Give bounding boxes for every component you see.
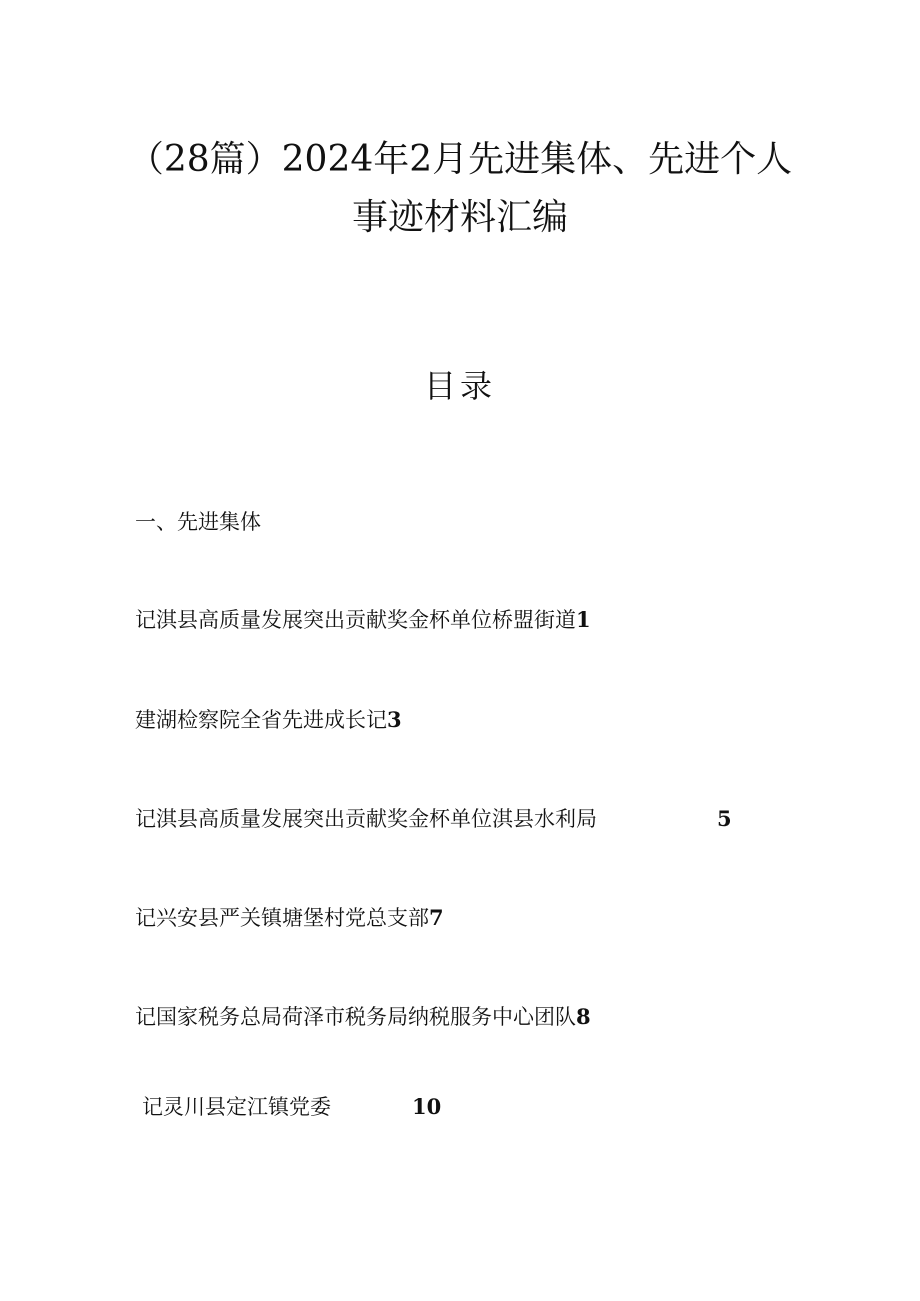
toc-entry-page: 1 (576, 607, 591, 632)
toc-entry-page: 10 (412, 1094, 442, 1119)
toc-entry-title: 建湖检察院全省先进成长记 (135, 708, 387, 732)
toc-entry-title: 记兴安县严关镇塘堡村党总支部 (135, 906, 429, 930)
toc-entry[interactable] (135, 606, 591, 634)
document-title-line-2: 事迹材料汇编 (351, 197, 568, 238)
section-heading: 一、先进集体 (135, 510, 261, 534)
toc-entry-title: 记淇县高质量发展突出贡献奖金杯单位桥盟街道 (135, 608, 576, 632)
toc-entry-title: 记淇县高质量发展突出贡献奖金杯单位淇县水利局 (135, 807, 597, 831)
toc-entry-page: 7 (429, 905, 444, 930)
toc-entry[interactable] (135, 1003, 591, 1031)
toc-entry[interactable] (135, 904, 444, 932)
toc-entry[interactable] (142, 1093, 331, 1121)
toc-entry-page: 3 (387, 707, 402, 732)
toc-entry-page: 8 (576, 1004, 591, 1029)
toc-entry[interactable] (135, 805, 597, 833)
toc-entry-page: 5 (717, 806, 732, 831)
toc-heading: 目录 (423, 367, 496, 405)
toc-entry-title: 记灵川县定江镇党委 (142, 1095, 331, 1119)
document-title-line-1: （28篇）2024年2月先进集体、先进个人 (127, 139, 793, 180)
toc-entry[interactable] (135, 706, 402, 734)
toc-entry-title: 记国家税务总局荷泽市税务局纳税服务中心团队 (135, 1005, 576, 1029)
